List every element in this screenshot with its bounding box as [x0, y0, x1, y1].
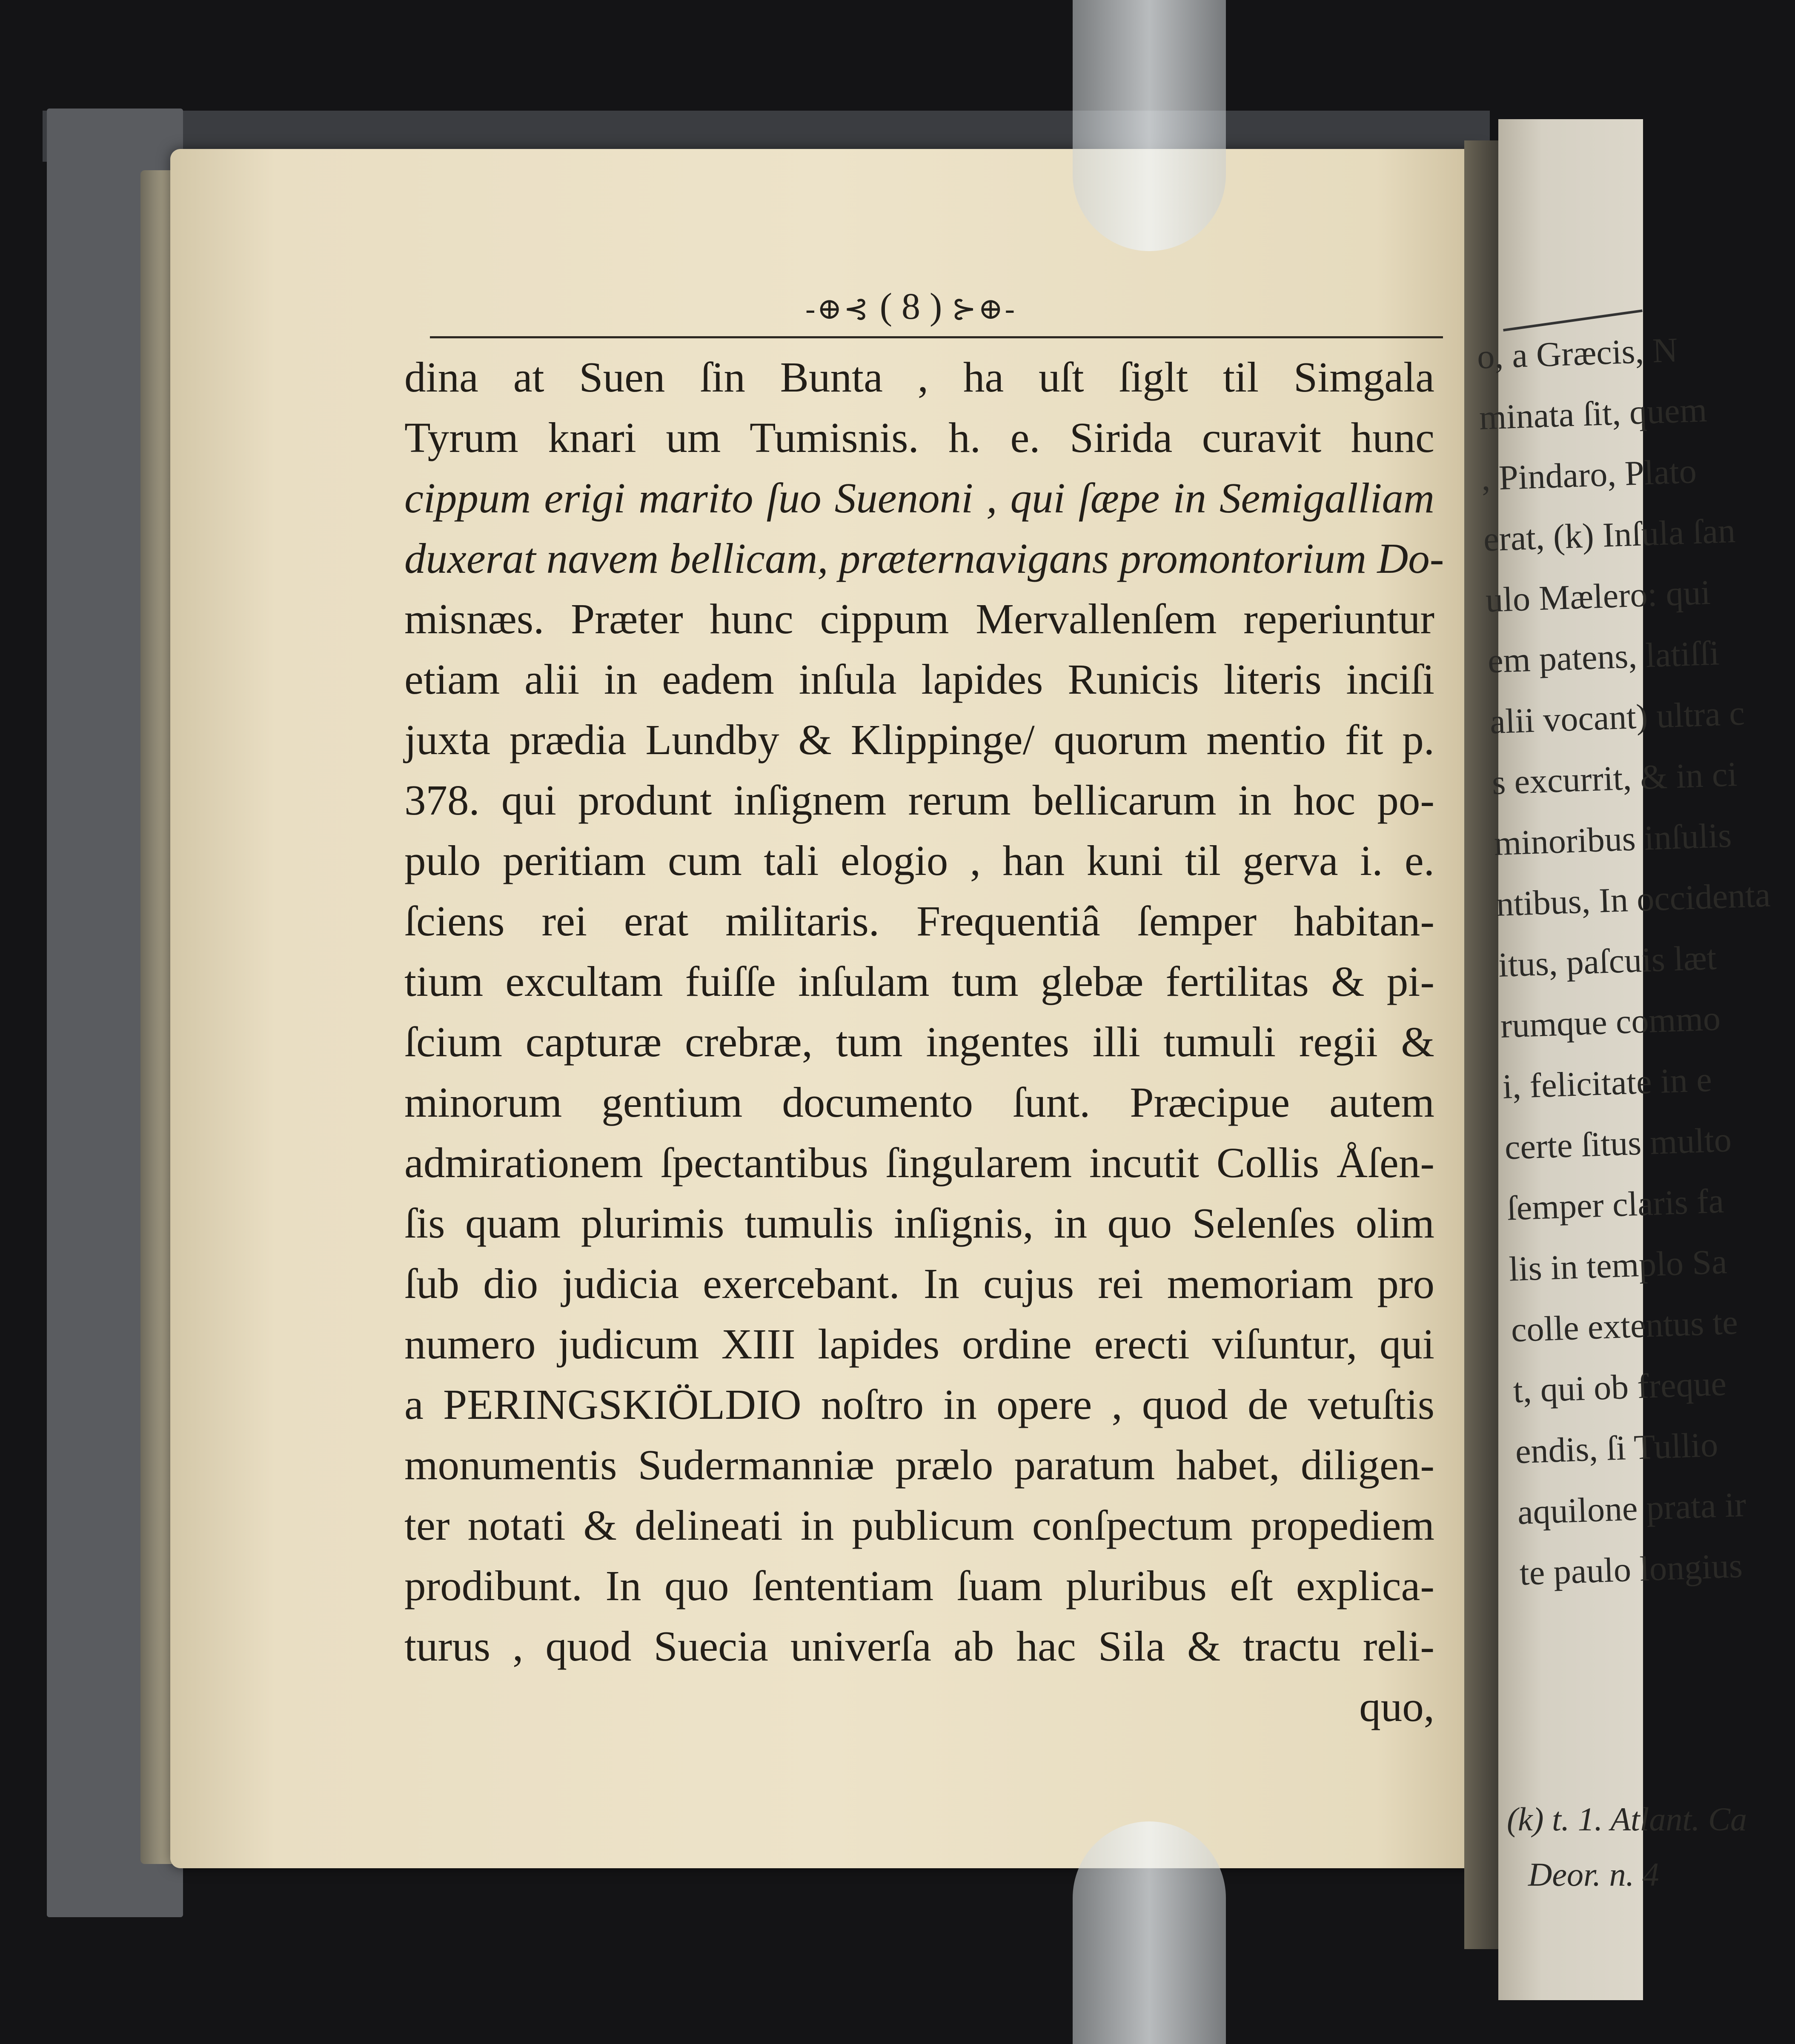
right-line: lis in templo Sa — [1508, 1242, 1728, 1289]
right-line: i, felicitate in e — [1502, 1060, 1713, 1106]
text-line: ſciens rei erat militaris. Frequentiâ ſemper habitan- — [404, 897, 1434, 945]
header-ornament-right: ⊱⊕- — [951, 293, 1016, 326]
catchword: quo, — [1359, 1683, 1434, 1730]
right-line: erat, (k) Inſula ſan — [1483, 511, 1736, 559]
right-line: , Pindaro, Plato — [1480, 452, 1698, 498]
text-line: ſcium capturæ crebræ, tum ingentes illi tumuli regii & — [404, 1018, 1434, 1066]
right-line: certe ſitus multo — [1504, 1120, 1732, 1167]
right-footnote-1: (k) t. 1. Atlant. Ca — [1507, 1801, 1747, 1838]
text-line: Tyrum knari um Tumisnis. h. e. Sirida curavit hunc — [404, 414, 1434, 461]
right-line: o, a Græcis, N — [1476, 330, 1678, 376]
right-line: endis, ſi Tullio — [1514, 1425, 1719, 1471]
header-rule — [430, 336, 1443, 338]
text-line: ter notati & delineati in publicum conſpectum propediem — [404, 1501, 1434, 1549]
right-line: minata ſit, quem — [1478, 390, 1708, 437]
body-text — [404, 347, 1444, 1737]
text-line: numero judicum XIII lapides ordine erecti viſuntur, qui — [404, 1320, 1434, 1368]
text-line: minorum gentium documento ſunt. Præcipue autem — [404, 1078, 1434, 1126]
right-page-lines — [1476, 321, 1771, 1604]
text-line: a PERINGSKIÖLDIO noſtro in opere , quod de vetuſtis — [404, 1381, 1434, 1428]
text-line: admirationem ſpectantibus ſingularem incutit Collis Åſen- — [404, 1139, 1434, 1186]
right-line: rumque commo — [1500, 998, 1721, 1045]
page-clip-bottom — [1073, 1821, 1226, 2044]
right-line: alii vocant) ultra c — [1489, 693, 1746, 741]
text-line: monumentis Sudermanniæ prælo paratum habet, diligen- — [404, 1441, 1434, 1489]
text-line: ſis quam plurimis tumulis inſignis, in quo Selenſes olim — [404, 1199, 1434, 1247]
right-line: aquilone prata ir — [1517, 1485, 1747, 1532]
right-line: colle extentus te — [1510, 1302, 1739, 1349]
text-line: ſub dio judicia exercebant. In cujus rei memoriam pro — [404, 1260, 1434, 1307]
text-line: pulo peritiam cum tali elogio , han kuni til gerva i. e. — [404, 837, 1434, 884]
right-line: t, qui ob freque — [1512, 1364, 1727, 1410]
header-ornament-left: -⊕⊰ — [805, 293, 870, 326]
text-line: tium excultam fuiſſe inſulam tum glebæ fertilitas & pi- — [404, 958, 1434, 1005]
page-clip-top — [1073, 0, 1226, 251]
text-line: prodibunt. In quo ſententiam ſuam pluribus eſt explica- — [404, 1562, 1434, 1609]
right-line: ulo Mælero: qui — [1485, 573, 1711, 620]
text-line: misnæs. Præter hunc cippum Mervallenſem reperiuntur — [404, 595, 1434, 643]
text-line: cippum erigi marito ſuo Suenoni , qui ſæpe in Semigalliam — [404, 474, 1434, 522]
text-line: dina at Suen ſin Bunta , ha uſt ſiglt til Simgala — [404, 353, 1434, 401]
right-line: ſemper claris fa — [1506, 1181, 1725, 1228]
text-line: turus , quod Suecia univerſa ab hac Sila & tractu reli- — [404, 1622, 1434, 1670]
right-line: te paulo longius — [1519, 1546, 1743, 1593]
text-line: duxerat navem bellicam, præternavigans promontorium Do- — [404, 535, 1444, 582]
right-footnote-2: Deor. n. 4 — [1528, 1856, 1659, 1893]
right-line: s excurrit, & in ci — [1491, 755, 1738, 802]
right-page — [1476, 119, 1771, 2000]
right-line: ntibus, In occidenta — [1495, 875, 1771, 923]
page-number: ( 8 ) — [879, 286, 942, 327]
right-line: itus, paſcuis læt — [1497, 938, 1717, 984]
right-line: minoribus inſulis — [1493, 815, 1732, 863]
text-line: juxta prædia Lundby & Klippinge/ quorum mentio fit p. — [404, 716, 1434, 763]
text-line: 378. qui produnt inſignem rerum bellicarum in hoc po- — [404, 776, 1434, 824]
right-line: em patens, latiſſi — [1487, 633, 1720, 680]
text-line: etiam alii in eadem inſula lapides Runicis literis inciſi — [404, 655, 1434, 703]
page-header — [698, 285, 1124, 328]
